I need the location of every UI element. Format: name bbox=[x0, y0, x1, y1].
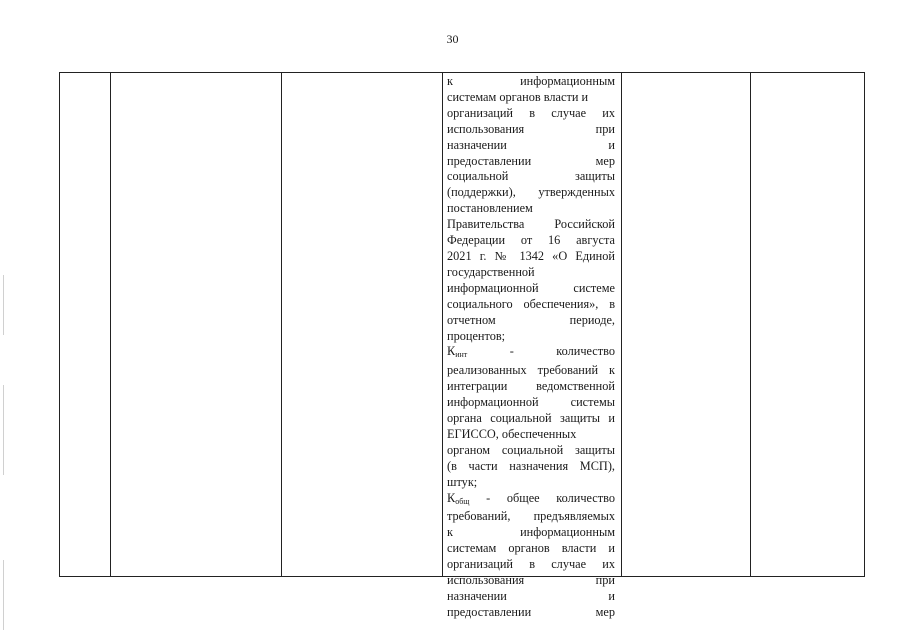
k-int-definition: $К_{инт}$ - количество bbox=[447, 344, 615, 360]
k-obsh-symbol: $К_{общ}$ bbox=[447, 490, 470, 506]
text-line: интеграции ведомственной bbox=[447, 379, 615, 394]
text-line: системам органов власти и bbox=[447, 541, 615, 556]
column-divider bbox=[281, 72, 282, 577]
text-line: отчетном периоде, bbox=[447, 312, 615, 327]
scan-artifact bbox=[3, 560, 4, 630]
column-divider bbox=[442, 72, 443, 577]
text-line: предоставлении мер bbox=[447, 604, 615, 619]
text-line: постановлением bbox=[447, 201, 533, 216]
text-line: требований, предъявляемых bbox=[447, 509, 615, 524]
text-line: к информационным bbox=[447, 74, 615, 88]
table-cell-description bbox=[447, 74, 615, 621]
text-line: организаций в случае их bbox=[447, 105, 615, 120]
text-line: социального обеспечения», в bbox=[447, 296, 615, 311]
text-line: Федерации от 16 августа bbox=[447, 233, 615, 248]
column-divider bbox=[621, 72, 622, 577]
text-line: Правительства Российской bbox=[447, 217, 615, 232]
scan-artifact bbox=[3, 385, 4, 475]
text-line: к информационным bbox=[447, 525, 615, 540]
text-line: 2021 г. № 1342 «О Единой bbox=[447, 248, 615, 263]
column-divider bbox=[110, 72, 111, 577]
text-line: процентов; bbox=[447, 328, 506, 343]
text-line: (поддержки), утвержденных bbox=[447, 185, 615, 200]
page-number: 30 bbox=[446, 32, 459, 46]
scan-artifact bbox=[3, 275, 4, 335]
k-obsh-definition: $К_{общ}$ - общее количество bbox=[447, 490, 615, 506]
text-line: органа социальной защиты и bbox=[447, 411, 615, 426]
text-line: (в части назначения МСП), bbox=[447, 458, 615, 473]
text-line: информационной системе bbox=[447, 280, 615, 295]
k-int-symbol: $К_{инт}$ bbox=[447, 344, 468, 360]
text-line: системам органов власти и bbox=[447, 89, 589, 104]
text-line: использования при bbox=[447, 573, 615, 588]
column-divider bbox=[750, 72, 751, 577]
text-line: ЕГИССО, обеспеченных bbox=[447, 426, 577, 441]
text-line: организаций в случае их bbox=[447, 557, 615, 572]
text-line: органом социальной защиты bbox=[447, 442, 615, 457]
text-line: государственной bbox=[447, 264, 535, 279]
text-line: штук; bbox=[447, 474, 478, 489]
text-line: использования при bbox=[447, 121, 615, 136]
text-line: информационной системы bbox=[447, 395, 615, 410]
text-line: назначении и bbox=[447, 137, 615, 152]
text-line: назначении и bbox=[447, 589, 615, 603]
text-line: социальной защиты bbox=[447, 169, 615, 184]
text-line: реализованных требований к bbox=[447, 363, 615, 378]
text-line: предоставлении мер bbox=[447, 153, 615, 168]
